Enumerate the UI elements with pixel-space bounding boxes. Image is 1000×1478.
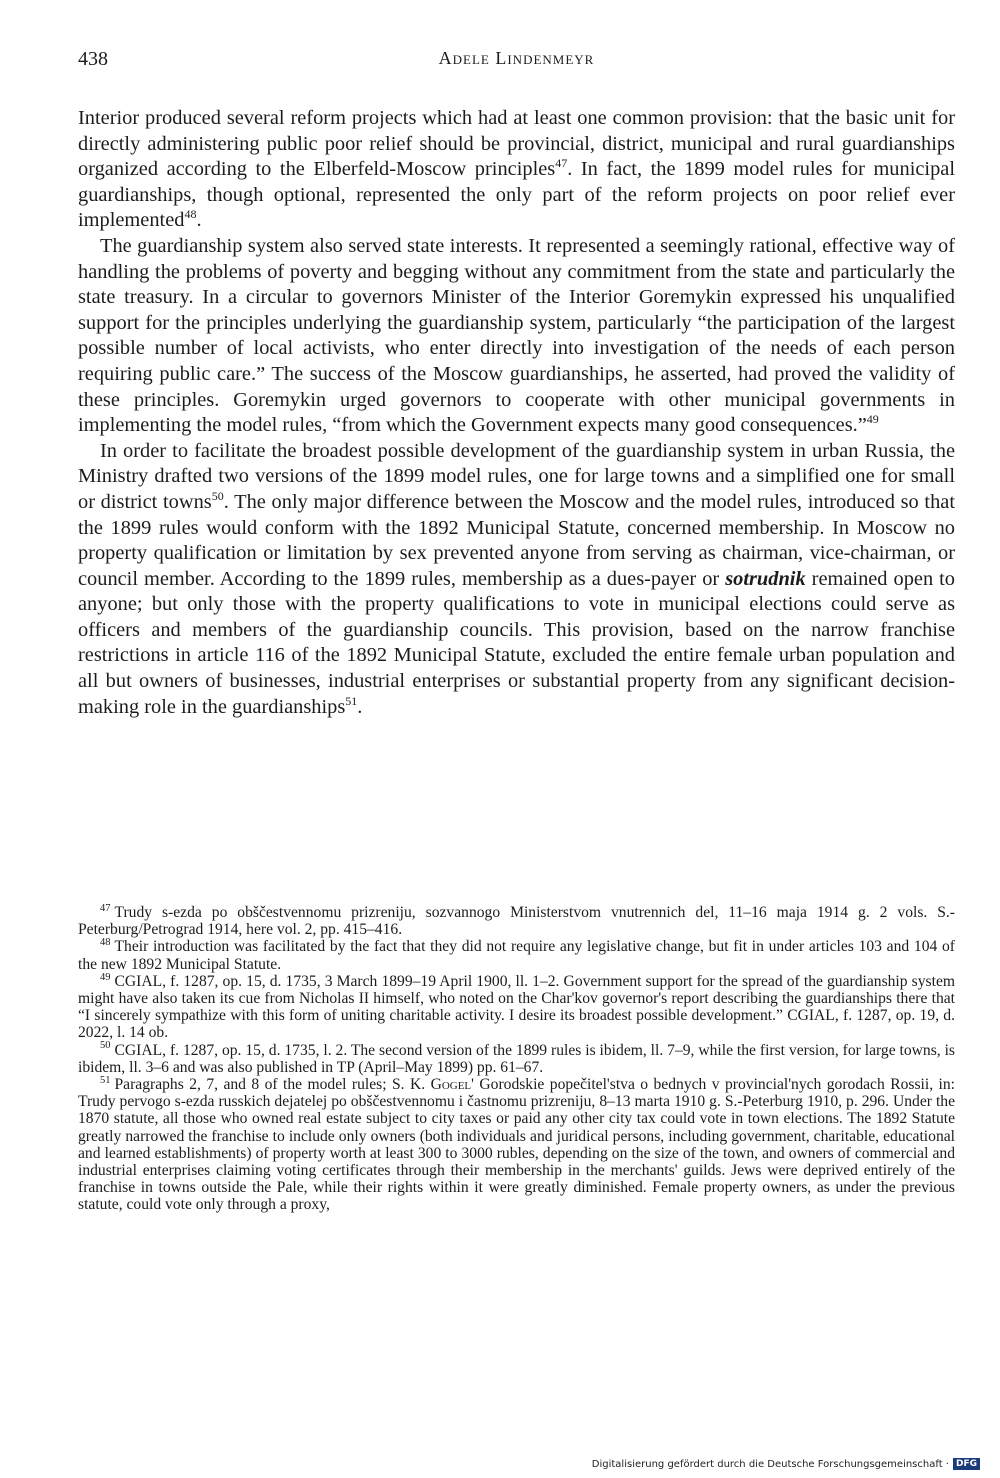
paragraph (78, 106, 955, 234)
digitization-note: Digitalisierung gefördert durch die Deutsche Forschungsgemeinschaft · (591, 1458, 949, 1470)
paragraph-text: . In fact, the 1899 model rules for municipal guardianships, though optional, represented the only part of the reform projects on poor relief ever implemented (78, 158, 955, 232)
footnote-number: 48 (100, 937, 111, 949)
footnote-text: Paragraphs 2, 7, and 8 of the model rules; S. K. (114, 1076, 431, 1094)
footnote (78, 904, 955, 938)
footnotes (78, 904, 955, 1214)
paragraph-text: remained open to anyone; but only those with the property qualifications to vote in municipal elections could serve as officers and members of the guardianship councils. This provision, based on the narrow franchise restrictions in article 116 of the 1892 Municipal Statute, excluded the entire female urban population and all but owners of businesses, industrial enterprises or substantial property from any significant decision-making role in the guardianships (78, 567, 955, 718)
author-name: Gogel' (430, 1076, 474, 1094)
paragraph (78, 234, 955, 439)
footnote (78, 938, 955, 972)
footnote (78, 973, 955, 1042)
page-header (78, 48, 955, 78)
digitization-footer (592, 1458, 980, 1470)
footnote-ref: 50 (211, 489, 224, 504)
footnote-number: 47 (100, 902, 111, 914)
footnote (78, 1076, 955, 1214)
paragraph-text: In order to facilitate the broadest possible development of the guardianship system in urban Russia, the Ministry drafted two versions of the 1899 model rules, one for large towns and a simplified one for small or district towns (78, 439, 955, 513)
footnote-text: CGIAL, f. 1287, op. 15, d. 1735, l. 2. The second version of the 1899 rules is ibidem, ll. 7–9, while the first version, for large towns, is ibidem, ll. 3–6 and was also published in TP (April–May 1899) pp. 61–67. (78, 1041, 955, 1076)
footnote-ref: 48 (184, 207, 197, 222)
page-number: 438 (78, 48, 108, 70)
footnote-number: 51 (100, 1074, 111, 1086)
italic-term: sotrudnik (725, 567, 806, 590)
footnote-ref: 51 (345, 693, 358, 708)
paragraph-text: Interior produced several reform projects which had at least one common provision: that the basic unit for directly administering public poor relief should be provincial, district, municipal and rural guardianships organized according to the Elberfeld-Moscow principles (78, 107, 955, 181)
footnote-number: 50 (100, 1040, 111, 1052)
footnote-ref: 47 (555, 156, 568, 171)
paragraph-text: The guardianship system also served state interests. It represented a seemingly rational, effective way of handling the problems of poverty and begging without any commitment from the state and particularly the state treasury. In a circular to governors Minister of the Interior Goremykin expressed his unqualified support for the principles underlying the guardianship system, particularly “the participation of the largest possible number of local activists, who enter directly into investigation of the needs of each person requiring public care.” The success of the Moscow guardianships, he asserted, had proved the validity of these principles. Goremykin urged governors to cooperate with other municipal governments in implementing the model rules, “from which the Government expects many good consequences.” (78, 234, 955, 437)
footnote-text: Their introduction was facilitated by the fact that they did not require any legislative change, but fit in under articles 103 and 104 of the new 1892 Municipal Statute. (78, 938, 955, 973)
paragraph (78, 439, 955, 721)
footnote (78, 1042, 955, 1076)
running-head: Adele Lindenmeyr (438, 48, 595, 68)
paragraph-text: . (196, 209, 202, 232)
footnote-text: Gorodskie popečitel'stva o bednych v provincial'nych gorodach Rossii, in: Trudy pervogo s-ezda russkich dejatelej po obščestvennomu i častnomu prizreniju, 8–13 marta 1910 g. S.-Peterburg 1910, p. 296. Under the 1870 statute, all those who owned real estate subject to city taxes or paid any other city tax could vote in town elections. The 1892 Statute greatly narrowed the franchise to include only owners (both individuals and juridical persons, including government, charitable, educational and learned establishments) of property worth at least 300 to 3000 rubles, depending on the size of the town, and owners of commercial and industrial enterprises claiming voting certificates through their membership in the merchants' guilds. Jews were deprived entirely of the franchise in towns outside the Pale, while their rights within it were greatly diminished. Female property owners, as under the previous statute, could vote only through a proxy, (78, 1076, 955, 1214)
footnote-text: Trudy s-ezda po obščestvennomu prizreniju, sozvannogo Ministerstvom vnutrennich del, 11–16 maja 1914 g. 2 vols. S.-Peterburg/Petrograd 1914, here vol. 2, pp. 415–416. (78, 904, 955, 939)
dfg-logo-icon: DFG (953, 1458, 980, 1470)
footnote-ref: 49 (866, 412, 879, 427)
paragraph-text: . (357, 695, 363, 718)
footnote-number: 49 (100, 971, 111, 983)
paragraph-text: . The only major difference between the Moscow and the model rules, introduced so that the 1899 rules would conform with the 1892 Municipal Statute, concerned membership. In Moscow no property qualification or limitation by sex prevented anyone from serving as chairman, vice-chairman, or council member. According to the 1899 rules, membership as a dues-payer or (78, 490, 956, 590)
body-text (78, 106, 955, 720)
footnote-text: CGIAL, f. 1287, op. 15, d. 1735, 3 March 1899–19 April 1900, ll. 1–2. Government support for the spread of the guardianship system might have also taken its cue from Nicholas II himself, who noted on the Char'kov governor's report describing the guardianships there that “I sincerely sympathize with this form of uniting charitable activity. I desire its broadest possible development.” CGIAL, f. 1287, op. 19, d. 2022, l. 14 ob. (78, 972, 955, 1042)
